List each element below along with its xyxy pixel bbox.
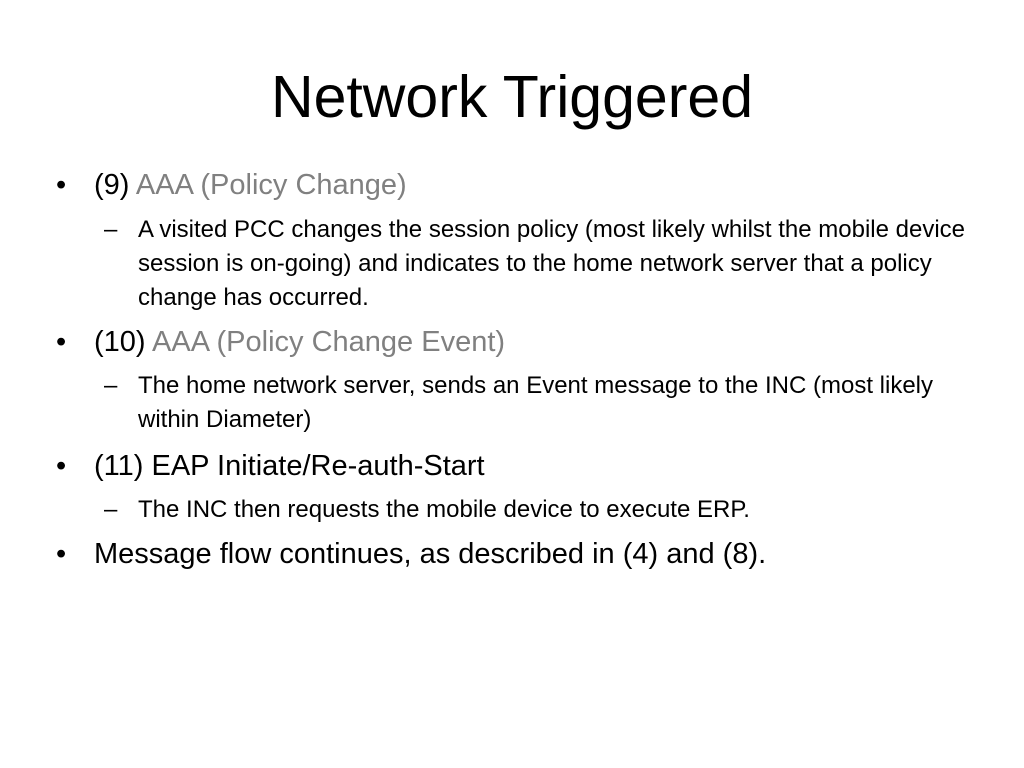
bullet-marker: • [56, 538, 67, 570]
bullet-prefix: (10) [94, 326, 153, 358]
sub-bullet-item [52, 369, 982, 437]
sub-bullet-item [52, 213, 982, 315]
bullet-accent-text: AAA (Policy Change) [135, 169, 407, 201]
bullet-list [52, 166, 982, 573]
bullet-text: Message flow continues, as described in (4) and (8). [94, 538, 767, 570]
bullet-accent-text: AAA (Policy Change Event) [152, 326, 506, 358]
sub-bullet-text: The INC then requests the mobile device to execute ERP. [138, 496, 750, 523]
bullet-item-9 [52, 166, 982, 204]
bullet-marker: • [56, 450, 67, 482]
bullet-marker: • [56, 326, 67, 358]
bullet-item-10 [52, 323, 982, 361]
bullet-prefix: (9) [94, 169, 136, 201]
bullet-item-message-flow [52, 535, 982, 573]
sub-bullet-text: A visited PCC changes the session policy (most likely whilst the mobile device session is on-going) and indicates to the home network server that a policy change has occurred. [138, 216, 966, 311]
sub-bullet-marker: – [104, 372, 118, 399]
bullet-text: (11) EAP Initiate/Re-auth-Start [94, 450, 485, 482]
sub-bullet-text: The home network server, sends an Event message to the INC (most likely within Diameter) [138, 372, 934, 433]
sub-bullet-marker: – [104, 496, 118, 523]
sub-bullet-marker: – [104, 216, 118, 243]
bullet-marker: • [56, 169, 67, 201]
slide-title: Network Triggered [270, 64, 754, 130]
bullet-item-11 [52, 447, 982, 485]
sub-bullet-item [52, 493, 982, 527]
